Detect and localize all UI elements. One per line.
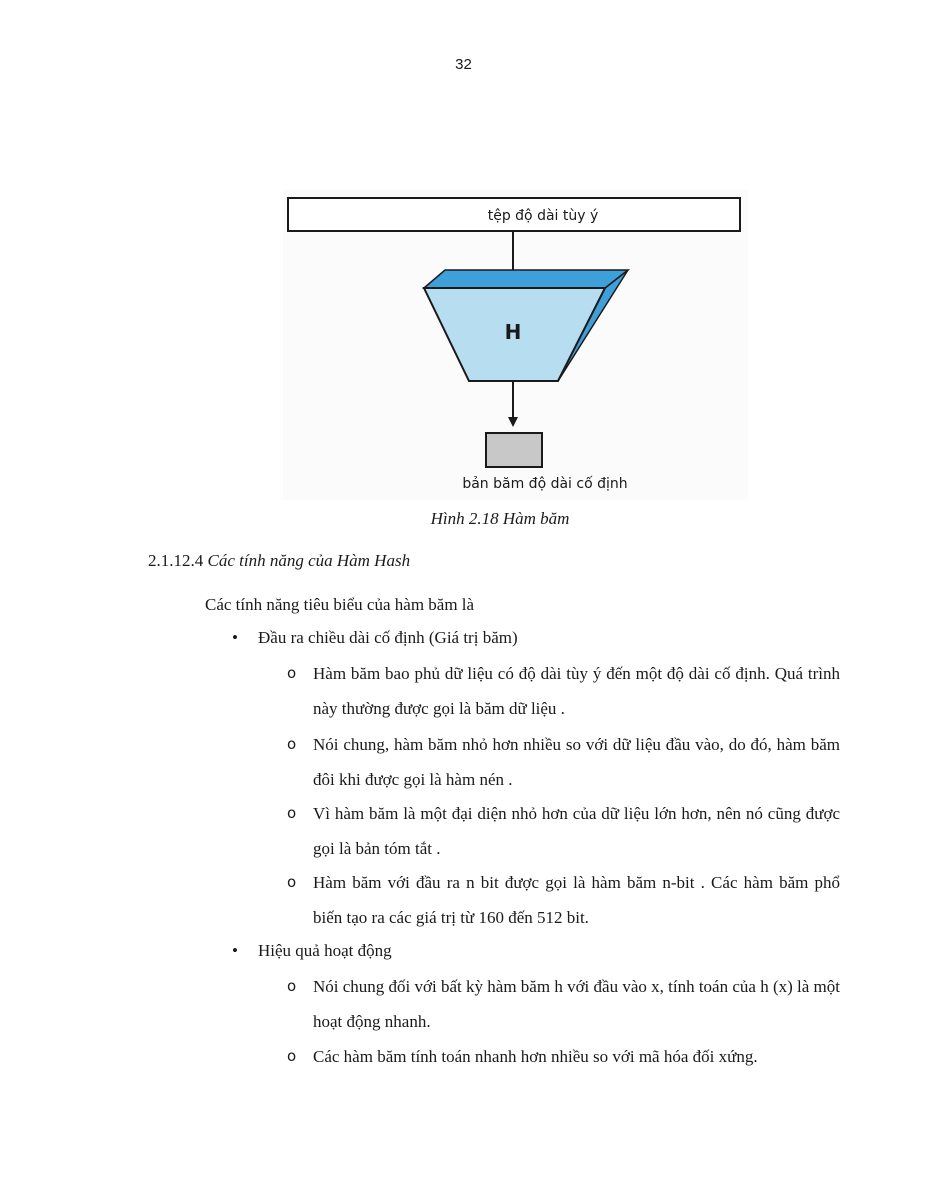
bullet-dot-icon: •	[232, 628, 238, 647]
circle-bullet-icon: o	[287, 804, 297, 822]
circle-bullet-icon: o	[287, 977, 297, 995]
intro-paragraph: Các tính năng tiêu biểu của hàm băm là	[205, 595, 475, 614]
circle-bullet-icon: o	[287, 1047, 297, 1065]
circle-bullet-icon: o	[287, 873, 297, 891]
sub-item-text: Vì hàm băm là một đại diện nhỏ hơn của dữ liệu lớn hơn, nên nó cũng được gọi là bản tóm tắt .	[313, 804, 840, 858]
section-number: 2.1.12.4	[148, 551, 204, 570]
output-label: bản băm độ dài cố định	[462, 476, 628, 492]
sub-list-item	[287, 796, 840, 866]
output-box	[486, 433, 542, 467]
bullet-dot-icon: •	[232, 941, 238, 960]
sub-item-text: Hàm băm bao phủ dữ liệu có độ dài tùy ý đến một độ dài cố định. Quá trình này thường được gọi là băm dữ liệu .	[313, 664, 840, 718]
section-title: Các tính năng của Hàm Hash	[207, 551, 411, 570]
bullet-label: Hiệu quả hoạt động	[258, 941, 392, 960]
sub-list-item	[287, 727, 840, 797]
sub-list-item	[287, 656, 840, 726]
sub-item-text: Hàm băm với đầu ra n bit được gọi là hàm băm n-bit . Các hàm băm phổ biến tạo ra các giá trị từ 160 đến 512 bit.	[313, 873, 840, 927]
hash-diagram	[283, 190, 748, 500]
sub-item-text: Nói chung đối với bất kỳ hàm băm h với đầu vào x, tính toán của h (x) là một hoạt động nhanh.	[313, 977, 840, 1031]
sub-list-item	[287, 969, 840, 1039]
hash-function-figure	[283, 190, 748, 500]
circle-bullet-icon: o	[287, 664, 297, 682]
section-heading	[148, 551, 410, 571]
figure-caption: Hình 2.18 Hàm băm	[430, 509, 570, 528]
sub-list-item	[287, 1039, 840, 1074]
page-number: 32	[455, 56, 472, 73]
function-label: H	[504, 320, 522, 344]
sub-item-text: Nói chung, hàm băm nhỏ hơn nhiều so với dữ liệu đầu vào, do đó, hàm băm đôi khi được gọi là hàm nén .	[313, 735, 840, 789]
circle-bullet-icon: o	[287, 735, 297, 753]
input-label: tệp độ dài tùy ý	[487, 208, 599, 224]
sub-list-item	[287, 865, 840, 935]
sub-item-text: Các hàm băm tính toán nhanh hơn nhiều so với mã hóa đối xứng.	[313, 1047, 758, 1066]
bullet-label: Đầu ra chiều dài cố định (Giá trị băm)	[258, 628, 518, 647]
funnel-top-face	[424, 270, 628, 288]
